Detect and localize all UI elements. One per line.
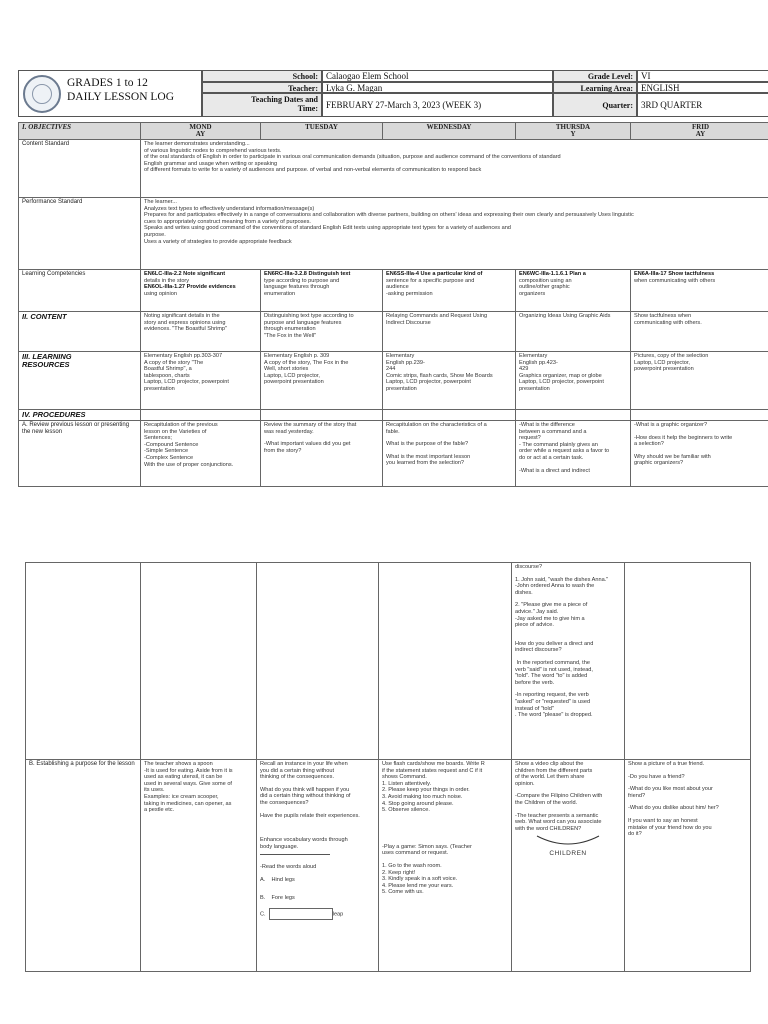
content-monday: Noting significant details in the story and express opinions using evidences. "The Boastful Shrimp" <box>141 312 261 352</box>
resources-tuesday: Elementary English p. 309 A copy of the story, The Fox in the Well, short stories Laptop, LCD projector, powerpoint presentation <box>261 352 383 410</box>
competencies-thursday: EN6WC-IIIa-1.1.6.1 Plan a composition using an outline/other graphic organizers <box>516 270 631 312</box>
competencies-label: Learning Competencies <box>19 270 141 312</box>
competencies-tuesday: EN6RC-IIIa-3.2.8 Distinguish text type according to purpose and language features through enumeration <box>261 270 383 312</box>
review-tuesday: Review the summary of the story that was read yesterday. -What important values did you get from the story? <box>261 421 383 487</box>
purpose-friday: Show a picture of a true friend. -Do you have a friend? -What do you like most about your friend? -What do you dislike about him/ her? If you want to say an honest mistake of your friend how do you do it? <box>625 760 751 972</box>
teacher-label: Teacher: <box>202 82 322 93</box>
purpose-wednesday: Use flash cards/show me boards. Write R if the statement states request and C if it shows Command. 1. Listen attentively. 2. Please keep your things in order. 3. Avoid making too much noise. 4. Stop going around please. 5. Observe silence. -Play a game: Simon says. (Teacher uses command or request. 1. Go to the wash room. 2. Keep right! 3. Kindly speak in a soft voice. 4. Please lend me your ears. 5. Come with us. <box>379 760 512 972</box>
purpose-label: B. Establishing a purpose for the lesson <box>26 760 141 972</box>
school-value: Calaogao Elem School <box>322 70 553 82</box>
tuesday-heading: TUESDAY <box>261 123 383 140</box>
purpose-monday: The teacher shows a spoon -It is used for eating. Aside from it is used as eating utensil, it can be used in several ways. Give some of its uses. Examples: ice cream scooper, taking in medicines, can opener, as a pestle etc. <box>141 760 257 972</box>
deped-seal-icon <box>23 75 61 113</box>
objectives-heading: I. OBJECTIVES <box>19 123 141 140</box>
resources-label: III. LEARNING RESOURCES <box>19 352 141 410</box>
content-standard-text: The learner demonstrates understanding... of various linguistic nodes to comprehend various texts. of the oral standards of English in order to participate in various oral communication demands (situation, purpose and audience command of the conventions of standard English grammar and usage when writing or speaking of different formats to write for a variety of audiences and purpose. of verbal and non-verbal elements of communication to respond back <box>141 140 768 198</box>
content-friday: Show tactfulness when communicating with others. <box>631 312 768 352</box>
vocab-answer-box <box>269 908 333 920</box>
content-tuesday: Distinguishing text type according to purpose and language features through enumeration "The Fox in the Well" <box>261 312 383 352</box>
area-value: ENGLISH <box>637 82 768 93</box>
grade-label: Grade Level: <box>553 70 637 82</box>
review-friday: -What is a graphic organizer? -How does it help the beginners to write a selection? Why should we be familiar with graphic organizers? <box>631 421 768 487</box>
content-thursday: Organizing Ideas Using Graphic Aids <box>516 312 631 352</box>
content-label: II. CONTENT <box>19 312 141 352</box>
dates-label: Teaching Dates and Time: <box>202 93 322 117</box>
purpose-tuesday: Recall an instance in your life when you did a certain thing without thinking of the consequences. What do you think will happen if you did a certain thing without thinking of the consequences? Have the pupils relate their experiences. Enhance vocabulary words through body language. -Read the words aloud A. Hind legs B. Fore legs C. leap <box>257 760 379 972</box>
lesson-log-header <box>18 70 768 117</box>
resources-thursday: Elementary English pp.423- 429 Graphics organizer, map or globe Laptop, LCD projector, powerpoint presentation <box>516 352 631 410</box>
title-line-2: DAILY LESSON LOG <box>67 91 175 103</box>
grade-value: VI <box>637 70 768 82</box>
dates-value: FEBRUARY 27-March 3, 2023 (WEEK 3) <box>322 93 553 117</box>
competencies-wednesday: EN6SS-IIIa-4 Use a particular kind of sentence for a specific purpose and audience -asking permission <box>383 270 516 312</box>
semantic-web-arc <box>533 834 603 848</box>
review-monday: Recapitulation of the previous lesson on the Varieties of Sentences; -Compound Sentence -Simple Sentence -Complex Sentence With the use of proper conjunctions. <box>141 421 261 487</box>
resources-wednesday: Elementary English pp.239- 244 Comic strips, flash cards, Show Me Boards Laptop, LCD projector, powerpoint presentation <box>383 352 516 410</box>
vocab-item-c: C. leap <box>260 908 375 920</box>
semantic-web-word: CHILDREN <box>549 850 587 858</box>
performance-standard-label: Performance Standard <box>19 198 141 270</box>
resources-friday: Pictures, copy of the selection Laptop, LCD projector, powerpoint presentation <box>631 352 768 410</box>
review-label: A. Review previous lesson or presenting the new lesson <box>19 421 141 487</box>
competencies-friday: EN6A-IIIa-17 Show tactfulness when communicating with others <box>631 270 768 312</box>
content-wednesday: Relaying Commands and Request Using Indirect Discourse <box>383 312 516 352</box>
log-title <box>67 76 174 104</box>
review-thursday: -What is the difference between a command and a request? - The command plainly gives an order while a request asks a favor to do or act at a certain task. -What is a direct and indirect <box>516 421 631 487</box>
vocab-item-b: B. Fore legs <box>260 895 295 902</box>
teacher-value: Lyka G. Magan <box>322 82 553 93</box>
quarter-value: 3RD QUARTER <box>637 93 768 117</box>
logo-cell <box>18 70 202 117</box>
wednesday-heading: WEDNESDAY <box>383 123 516 140</box>
friday-heading: FRID AY <box>631 123 768 140</box>
review-thursday-continued: discourse? 1. John said, "wash the dishes Anna." -John ordered Anna to wash the dishes. 2. "Please give me a piece of advice." Jay said. -Jay asked me to give him a piece of advice. How do you deliver a direct and indirect discourse? In the reported command, the verb "said" is not used, instead, "told". The word "to" is added before the verb. -In reporting request, the verb "asked" or "requested" is used instead of "told" . The word "please" is dropped. <box>512 563 625 760</box>
vocab-item-a: A. Hind legs <box>260 876 295 883</box>
quarter-label: Quarter: <box>553 93 637 117</box>
review-wednesday: Recapitulation on the characteristics of a fable. What is the purpose of the fable? What is the most important lesson you learned from the selection? <box>383 421 516 487</box>
competencies-monday: EN6LC-IIIa-2.2 Note significant details in the story EN6OL-IIIa-1.27 Provide evidences using opinion <box>141 270 261 312</box>
performance-standard-text: The learner... Analyzes text types to effectively understand information/message(s) Prepares for and participates effectively in a range of conversations and collaboration with diverse partners, building on others' ideas and expressing their own clearly and persuasively Uses linguistic cues to appropriately construct meaning from a variety of purposes. Speaks and writes using good command of the conventions of standard English Edit texts using appropriate text types for a variety of audiences and purpose. Uses a variety of strategies to provide appropriate feedback <box>141 198 768 270</box>
purpose-thursday: Show a video clip about the children from the different parts of the world. Let them share opinion. -Compare the Filipino Children with the Children of the world. -The teacher presents a semantic web. What word can you associate with the word CHILDREN? CHILDREN <box>512 760 625 972</box>
monday-heading: MOND AY <box>141 123 261 140</box>
header-info-grid <box>202 70 768 117</box>
area-label: Learning Area: <box>553 82 637 93</box>
procedures-table <box>25 562 751 972</box>
objectives-table <box>18 122 768 487</box>
school-label: School: <box>202 70 322 82</box>
blank-underline <box>260 850 330 855</box>
thursday-heading: THURSDA Y <box>516 123 631 140</box>
resources-monday: Elementary English pp.303-307 A copy of the story "The Boastful Shrimp", a tablespoon, charts Laptop, LCD projector, powerpoint presentation <box>141 352 261 410</box>
content-standard-label: Content Standard <box>19 140 141 198</box>
procedures-label: IV. PROCEDURES <box>19 410 141 421</box>
title-line-1: GRADES 1 to 12 <box>67 77 148 89</box>
